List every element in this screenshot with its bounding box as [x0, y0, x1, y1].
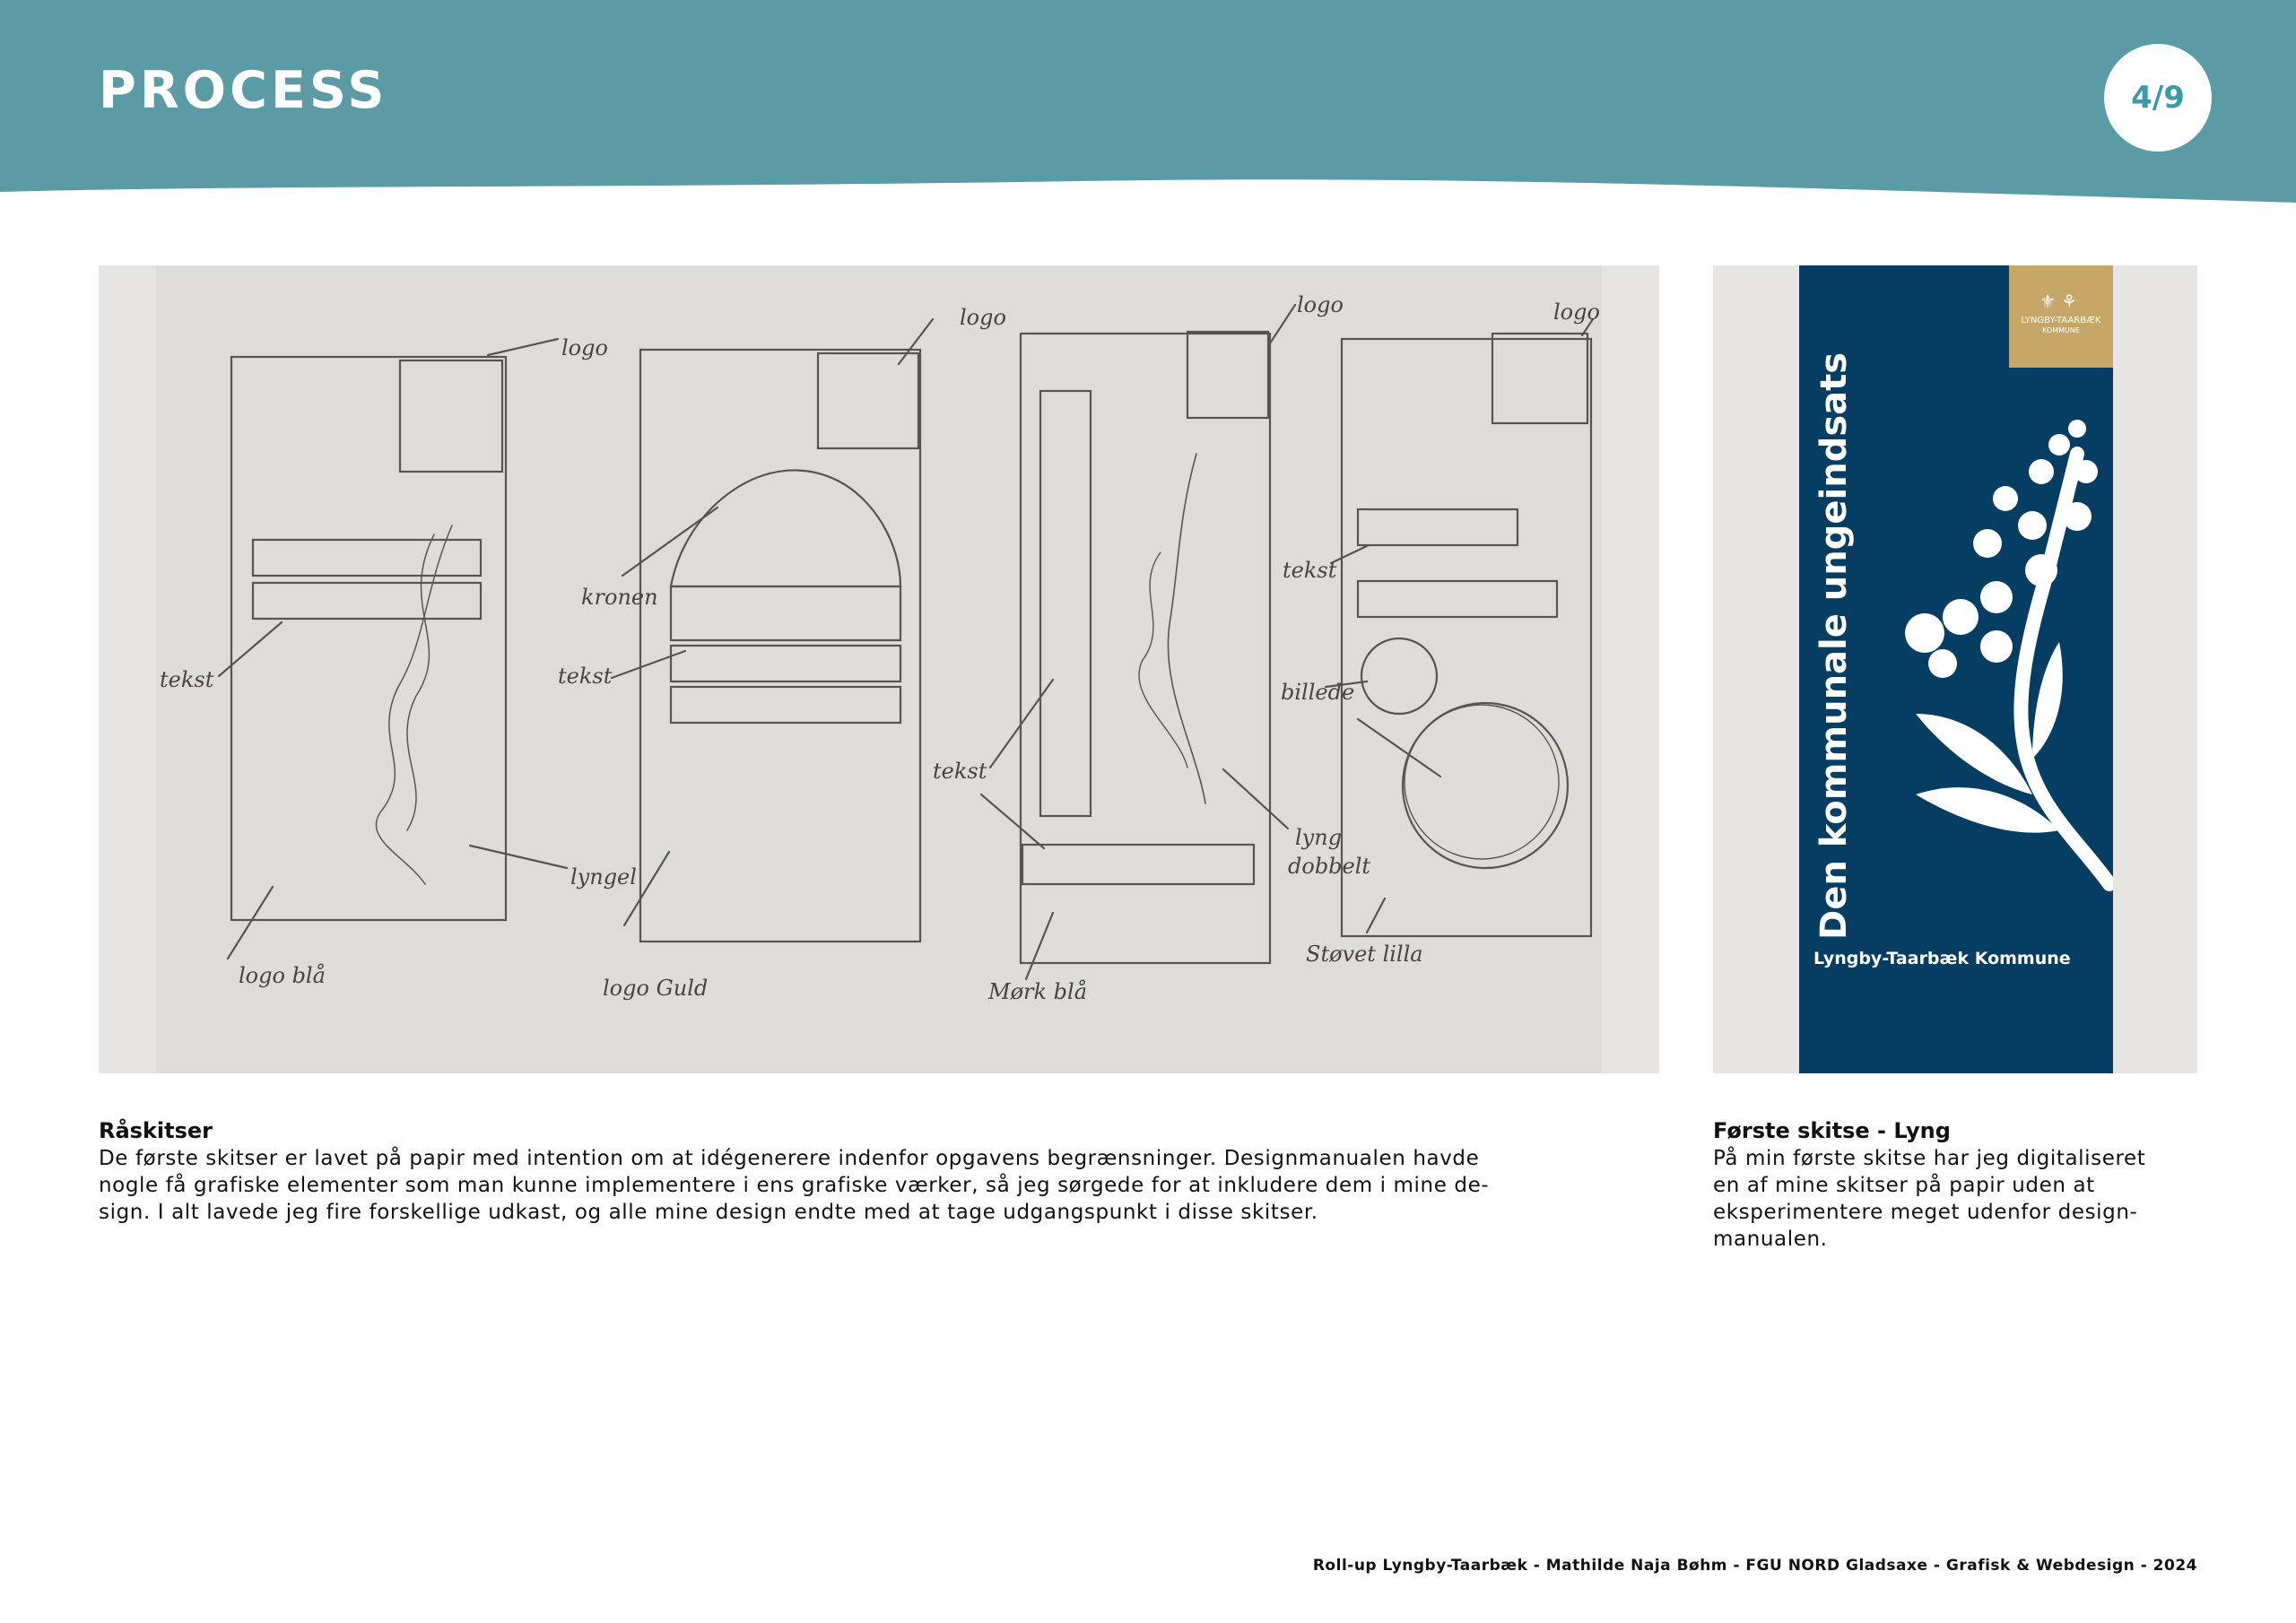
rollup-headline: Den kommunale ungeindsats	[1813, 352, 1855, 940]
sketch-label: logo blå	[239, 963, 326, 988]
sketch-label: logo	[561, 335, 608, 360]
sketch-label: logo	[960, 305, 1006, 330]
sketch-label: Støvet lilla	[1306, 942, 1423, 967]
sketch-label: logo Guld	[603, 976, 709, 1001]
sketch-label: tekst	[160, 667, 214, 692]
sketch-label: logo	[1297, 292, 1344, 317]
caption-title-first-sketch: Første skitse - Lyng	[1713, 1118, 1951, 1143]
crest-icon: ⚜⚘	[2039, 291, 2083, 312]
page-title: PROCESS	[99, 61, 388, 120]
municipality-logo: ⚜⚘ LYNGBY-TAARBÆK KOMMUNE	[2009, 265, 2113, 368]
sketch-label: kronen	[581, 585, 658, 610]
heather-branch-icon	[1898, 418, 2113, 920]
sketch-label: tekst	[558, 664, 613, 689]
rollup-design	[1799, 265, 2113, 1073]
caption-text-raw-sketches: De første skitser er lavet på papir med intention om at idégenerere indenfor opgavens begrænsninger. Designmanualen havde nogle få grafiske elementer som man kunne implementere i ens grafiske værker, så jeg sørgede for at inkludere dem i mine de- sign. I alt lavede jeg fire forskellige udkast, og alle mine design endte med at tage udgangspunkt i disse skitser.	[99, 1147, 1490, 1224]
pencil-sketches	[156, 265, 1602, 1073]
sketch-label: lyngel	[570, 864, 637, 890]
sketch-label: tekst	[1283, 558, 1337, 583]
sketch-label: billede	[1281, 680, 1355, 705]
sketch-photo	[99, 265, 1659, 1073]
rollup-footer-text: Lyngby-Taarbæk Kommune	[1813, 949, 2071, 968]
footer-credits: Roll-up Lyngby-Taarbæk - Mathilde Naja Bøhm - FGU NORD Gladsaxe - Grafisk & Webdesign - 2024	[1312, 1557, 2197, 1575]
caption-text-first-sketch: På min første skitse har jeg digitaliseret en af mine skitser på papir uden at eksperimentere meget udenfor design- manualen.	[1713, 1147, 2146, 1251]
sketch-label: dobbelt	[1288, 854, 1371, 879]
sketch-label: tekst	[933, 759, 987, 784]
sketch-label: Mørk blå	[988, 979, 1088, 1004]
page-number-badge: 4/9	[2104, 44, 2212, 152]
caption-title-raw-sketches: Råskitser	[99, 1118, 213, 1143]
rollup-preview-panel	[1713, 265, 2197, 1073]
sketch-label: lyng	[1295, 825, 1343, 850]
sketch-label: logo	[1553, 299, 1600, 325]
